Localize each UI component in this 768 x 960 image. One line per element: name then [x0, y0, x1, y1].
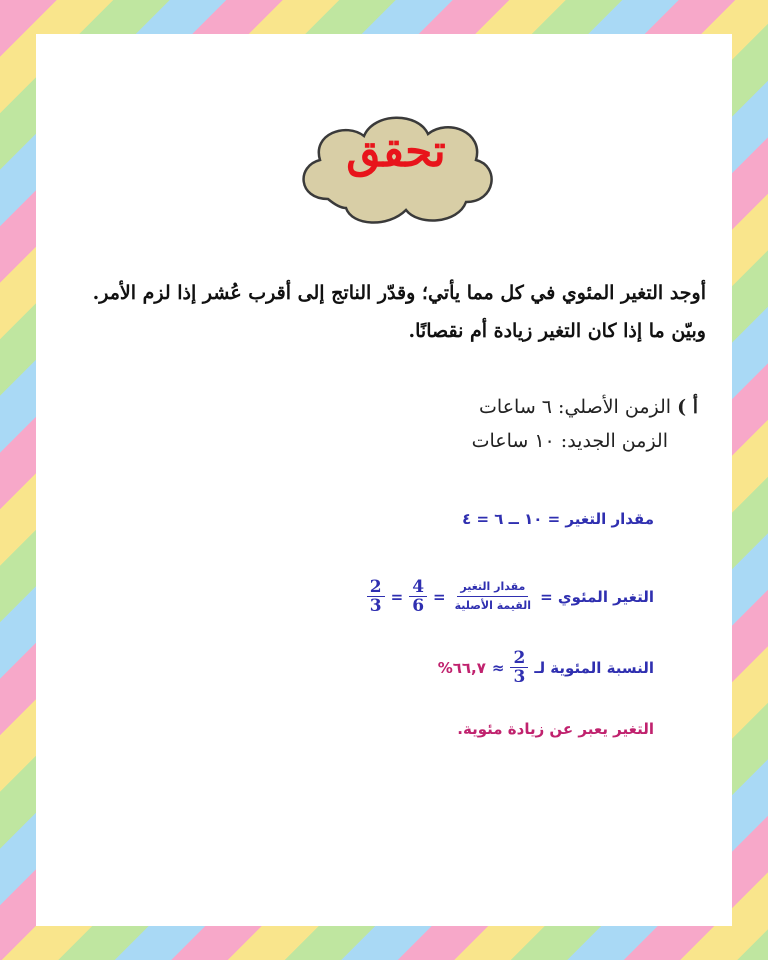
- fraction-4-6-denominator: 6: [412, 596, 425, 616]
- percent-fraction-numerator: 2: [510, 649, 528, 668]
- approx-sign: ≈: [491, 658, 505, 677]
- formula-numerator: مقدار التغير: [457, 578, 528, 597]
- percent-fraction: [510, 649, 528, 686]
- percent-value: ٦٦,٧%: [437, 658, 486, 677]
- title-cloud: [288, 104, 504, 234]
- formula-denominator: القيمة الأصلية: [454, 599, 532, 612]
- instructions: [46, 274, 706, 350]
- part-a-line-1: [278, 390, 698, 424]
- fraction-2-3-denominator: 3: [369, 596, 382, 616]
- percent-change-label: التغير المئوي =: [540, 587, 654, 606]
- fraction-2-3: [367, 578, 385, 615]
- new-time: الزمن الجديد: ١٠ ساعات: [471, 430, 668, 452]
- equals-sign-2: =: [390, 587, 404, 606]
- equals-sign-1: =: [433, 587, 446, 606]
- instruction-line-2: وبيّن ما إذا كان التغير زيادة أم نقصانًا.: [408, 320, 706, 342]
- percent-equation: [234, 649, 654, 686]
- percent-change-equation: [234, 578, 654, 615]
- formula-fraction: [452, 578, 534, 615]
- instruction-line-1: أوجد التغير المئوي في كل مما يأتي؛ وقدّر الناتج إلى أقرب عُشر إذا لزم الأمر.: [92, 282, 706, 304]
- original-time: الزمن الأصلي: ٦ ساعات: [479, 396, 672, 418]
- page-title: تحقق: [346, 126, 446, 177]
- worksheet-card: [36, 34, 732, 926]
- conclusion: التغير يعبر عن زيادة مئوية.: [457, 720, 654, 738]
- percent-fraction-denominator: 3: [513, 667, 526, 687]
- change-amount: مقدار التغير = ١٠ ــ ٦ = ٤: [462, 510, 654, 528]
- fraction-4-6-numerator: 4: [409, 578, 427, 597]
- fraction-4-6: [409, 578, 427, 615]
- part-a: [278, 390, 698, 458]
- part-a-label: أ ): [677, 396, 698, 418]
- percent-label: النسبة المئوية لـ: [534, 658, 654, 677]
- fraction-2-3-numerator: 2: [367, 578, 385, 597]
